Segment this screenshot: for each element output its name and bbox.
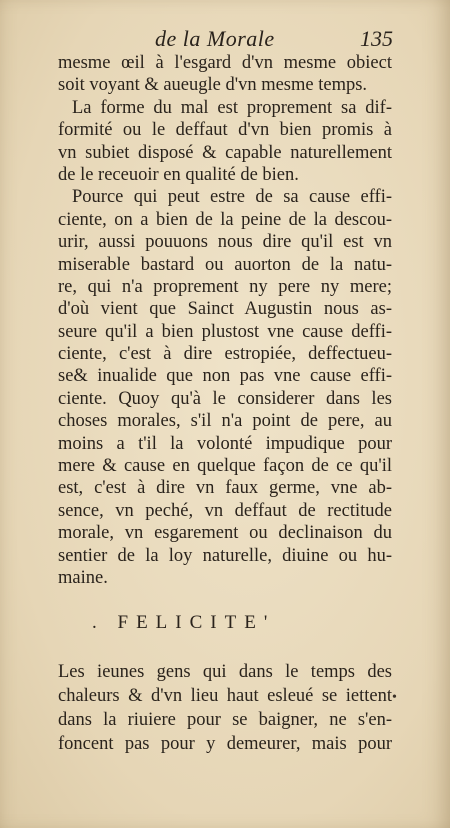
text-line: morale, vn esgarement ou declinaison du bbox=[58, 523, 392, 544]
text-line: Les ieunes gens qui dans le temps des bbox=[58, 662, 392, 682]
running-head: de la Morale bbox=[155, 26, 275, 51]
text-line: urir, aussi pouuons nous dire qu'il est vn bbox=[58, 232, 392, 253]
text-line: Pource qui peut estre de sa cause effi- bbox=[72, 187, 392, 208]
text-line: soit voyant & aueugle d'vn mesme temps. bbox=[58, 75, 368, 96]
text-line: formité ou le deffaut d'vn bien promis à bbox=[58, 120, 392, 141]
text-line: est, c'est à dire vn faux germe, vne ab- bbox=[58, 478, 392, 499]
text-line: vn subiet disposé & capable naturellement bbox=[58, 142, 392, 163]
text-line: foncent pas pour y demeurer, mais pour bbox=[58, 734, 392, 754]
text-line: miserable bastard ou auorton de la natu- bbox=[58, 254, 392, 275]
text-line: ciente, c'est à dire estropiée, deffectueu- bbox=[58, 344, 392, 365]
text-line: re, qui n'a proprement ny pere ny mere; bbox=[58, 276, 392, 297]
text-line: d'où vient que Sainct Augustin nous as- bbox=[58, 299, 392, 320]
text-line: moins a t'il la volonté impudique pour bbox=[58, 433, 392, 454]
text-line: La forme du mal est proprement sa dif- bbox=[72, 97, 392, 118]
text-line: sentier de la loy naturelle, diuine ou hu- bbox=[58, 545, 392, 566]
section-heading-text: . FELICITE' bbox=[92, 612, 276, 633]
text-line: ciente. Quoy qu'à le considerer dans les bbox=[58, 388, 392, 409]
text-line: chaleurs & d'vn lieu haut esleué se iettent bbox=[58, 686, 392, 706]
text-line: maine. bbox=[58, 567, 108, 588]
text-line: dans la riuiere pour se baigner, ne s'en- bbox=[58, 710, 392, 730]
text-line: mere & cause en quelque façon de ce qu'il bbox=[58, 456, 392, 477]
text-line: ciente, on a bien de la peine de la descou- bbox=[58, 209, 392, 230]
section-text bbox=[58, 660, 392, 756]
text-line: mesme œil à l'esgard d'vn mesme obiect bbox=[58, 53, 392, 73]
margin-mark: • bbox=[392, 690, 397, 705]
text-line: de le receuoir en qualité de bien. bbox=[58, 164, 299, 185]
text-line: seure qu'il a bien plustost vne cause deffi- bbox=[58, 321, 392, 342]
body-text bbox=[58, 52, 392, 589]
page-number: 135 bbox=[360, 26, 393, 51]
text-line: choses morales, s'il n'a point de pere, au bbox=[58, 411, 392, 432]
text-line: se& inualide que non pas vne cause effi- bbox=[58, 366, 392, 387]
text-line: sence, vn peché, vn deffaut de rectitude bbox=[58, 500, 392, 521]
